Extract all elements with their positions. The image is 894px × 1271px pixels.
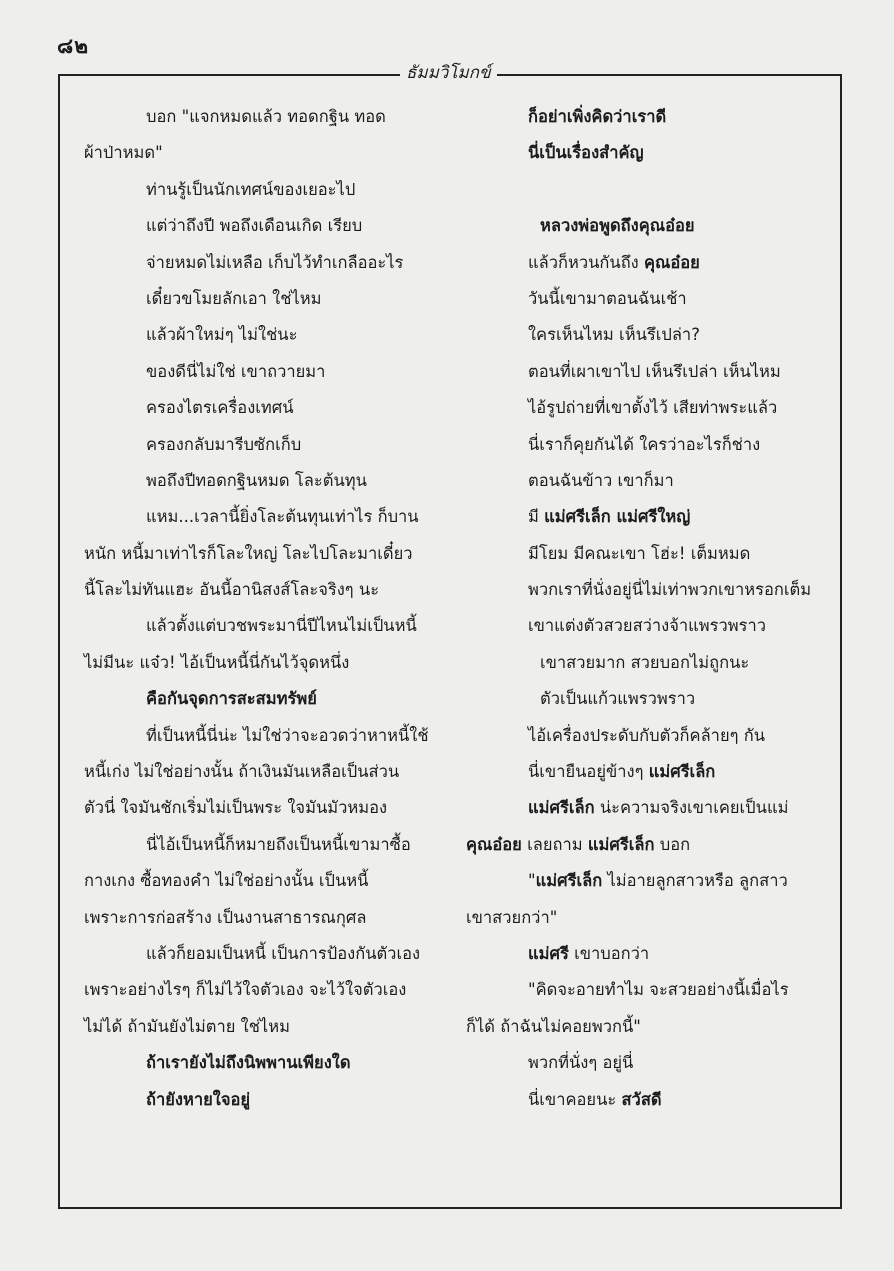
text-line xyxy=(466,790,822,826)
section-heading: หลวงพ่อพูดถึงคุณอ๋อย xyxy=(540,216,695,236)
text-line: หนัก หนี้มาเท่าไรก็โละใหญ่ โละไปโละมาเดี๋ยว xyxy=(84,543,413,563)
bold-text-line: ถ้ายังหายใจอยู่ xyxy=(146,1089,251,1109)
text-span: มี xyxy=(528,507,539,527)
bold-text-line: ก็อย่าเพิ่งคิดว่าเราดี xyxy=(528,107,667,126)
text-line: บอก "แจกหมดแล้ว ทอดกฐิน ทอด xyxy=(146,107,386,126)
text-line: นี่เราก็คุยกันได้ ใครว่าอะไรก็ช่าง xyxy=(528,434,761,454)
text-line: ท่านรู้เป็นนักเทศน์ของเยอะไป xyxy=(146,179,356,199)
text-line: แล้วตั้งแต่บวชพระมานี่ปีไหนไม่เป็นหนี้ xyxy=(146,616,417,636)
right-text-column xyxy=(466,99,822,1118)
text-span: นี่เขาคอยนะ xyxy=(528,1089,617,1109)
text-line xyxy=(466,936,822,972)
text-line: แล้วก็ยอมเป็นหนี้ เป็นการป้องกันตัวเอง xyxy=(146,943,421,963)
text-line: ก็ได้ ถ้าฉันไม่คอยพวกนี้" xyxy=(466,1016,641,1036)
text-line: เขาสวยกว่า" xyxy=(466,907,558,927)
text-line: "คิดจะอายทำไม จะสวยอย่างนี้เมื่อไร xyxy=(528,980,789,1000)
text-line: ตัวเป็นแก้วแพรวพราว xyxy=(540,689,696,709)
text-line: หนี้เก่ง ไม่ใช่อย่างนั้น ถ้าเงินมันเหลือเป็นส่วน xyxy=(84,762,400,782)
text-line: แต่ว่าถึงปี พอถึงเดือนเกิด เรียบ xyxy=(146,216,363,236)
name-highlight: แม่ศรีเล็ก xyxy=(648,762,716,782)
text-line: พวกที่นั่งๆ อยู่นี่ xyxy=(528,1053,634,1073)
text-line: เดี๋ยวขโมยลักเอา ใช่ไหม xyxy=(146,288,322,308)
text-span: ไม่อายลูกสาวหรือ ลูกสาว xyxy=(607,871,788,891)
bold-text-line: นี่เป็นเรื่องสำคัญ xyxy=(528,143,644,163)
text-line: ไม่มีนะ แจ๋ว! ไอ้เป็นหนี้นี่กันไว้จุดหนึ่ง xyxy=(84,652,350,672)
text-line xyxy=(466,499,822,535)
text-line: ไอ้รูปถ่ายที่เขาตั้งไว้ เสียท่าพระแล้ว xyxy=(528,398,778,418)
text-span: นี่เขายืนอยู่ข้างๆ xyxy=(528,762,644,782)
text-line: แหม...เวลานี้ยิ่งโละต้นทุนเท่าไร ก็บาน xyxy=(146,507,419,527)
text-line: ของดีนี่ไม่ใช่ เขาถวายมา xyxy=(146,361,326,381)
name-highlight: คุณอ๋อย xyxy=(644,252,700,272)
text-line: วันนี้เขามาตอนฉันเช้า xyxy=(528,288,687,308)
name-highlight: คุณอ๋อย xyxy=(466,834,522,854)
text-line: เขาสวยมาก สวยบอกไม่ถูกนะ xyxy=(540,652,750,672)
text-line: ผ้าป่าหมด" xyxy=(84,143,163,163)
text-line: ครองกลับมารีบซักเก็บ xyxy=(146,434,302,454)
text-line: นี้โละไม่ทันแฮะ อันนี้อานิสงส์โละจริงๆ นะ xyxy=(84,580,380,600)
text-span: เลยถาม xyxy=(527,834,583,854)
text-span: " xyxy=(528,871,536,891)
text-line: เพราะอย่างไรๆ ก็ไม่ไว้ใจตัวเอง จะไว้ใจตัวเอง xyxy=(84,980,407,1000)
text-line xyxy=(466,863,822,899)
bold-text-line: ถ้าเรายังไม่ถึงนิพพานเพียงใด xyxy=(146,1053,351,1073)
text-line: กางเกง ซื้อทองคำ ไม่ใช่อย่างนั้น เป็นหนี้ xyxy=(84,871,369,891)
name-highlight: แม่ศรีเล็ก xyxy=(535,871,603,891)
name-highlight: แม่ศรีเล็ก xyxy=(528,798,595,818)
left-text-column xyxy=(84,99,444,1118)
text-line: ที่เป็นหนี้นี่น่ะ ไม่ใช่ว่าจะอวดว่าหาหนี้ใช้ xyxy=(146,725,429,745)
text-line: แล้วผ้าใหม่ๆ ไม่ใช่นะ xyxy=(146,325,298,345)
text-line: ไอ้เครื่องประดับกับตัวก็คล้ายๆ กัน xyxy=(528,725,765,745)
text-span: บอก xyxy=(659,834,691,854)
text-line: นี่ไอ้เป็นหนี้ก็หมายถึงเป็นหนี้เขามาซื้อ xyxy=(146,834,411,854)
running-header-title: ธัมมวิโมกข์ xyxy=(400,61,497,85)
text-line: ตัวนี่ ใจมันชักเริ่มไม่เป็นพระ ใจมันมัวหมอง xyxy=(84,798,388,818)
text-line: ไม่ได้ ถ้ามันยังไม่ตาย ใช่ไหม xyxy=(84,1016,290,1036)
name-highlight: แม่ศรีเล็ก xyxy=(587,834,655,854)
blank-line xyxy=(466,172,822,208)
text-line: พวกเราที่นั่งอยู่นี่ไม่เท่าพวกเขาหรอกเต็ม xyxy=(528,580,812,600)
text-span: แล้วก็หวนกันถึง xyxy=(528,252,639,272)
text-line: ตอนที่เผาเขาไป เห็นรึเปล่า เห็นไหม xyxy=(528,361,781,381)
text-line: ใครเห็นไหม เห็นรึเปล่า? xyxy=(528,325,700,345)
text-line: เพราะการก่อสร้าง เป็นงานสาธารณกุศล xyxy=(84,907,367,927)
text-line: เขาแต่งตัวสวยสว่างจ้าแพรวพราว xyxy=(528,616,767,636)
text-line xyxy=(466,754,822,790)
text-line: พอถึงปีทอดกฐินหมด โละต้นทุน xyxy=(146,470,367,490)
text-line: ครองไตรเครื่องเทศน์ xyxy=(146,398,294,418)
text-span: น่ะความจริงเขาเคยเป็นแม่ xyxy=(599,798,789,818)
name-highlight: สวัสดี xyxy=(621,1089,662,1109)
name-highlight: แม่ศรี xyxy=(528,943,569,963)
bold-subheading: คือกันจุดการสะสมทรัพย์ xyxy=(146,689,317,709)
name-highlight: แม่ศรีเล็ก แม่ศรีใหญ่ xyxy=(544,507,691,527)
text-span: เขาบอกว่า xyxy=(574,943,650,963)
text-line: ตอนฉันข้าว เขาก็มา xyxy=(528,470,674,490)
text-line xyxy=(466,827,822,863)
text-line xyxy=(466,245,822,281)
text-line: จ่ายหมดไม่เหลือ เก็บไว้ทำเกลืออะไร xyxy=(146,252,404,272)
page-number: ๘๒ xyxy=(57,34,90,58)
text-line: มีโยม มีคณะเขา โฮ่ะ! เต็มหมด xyxy=(528,543,751,563)
text-line xyxy=(466,1082,822,1118)
